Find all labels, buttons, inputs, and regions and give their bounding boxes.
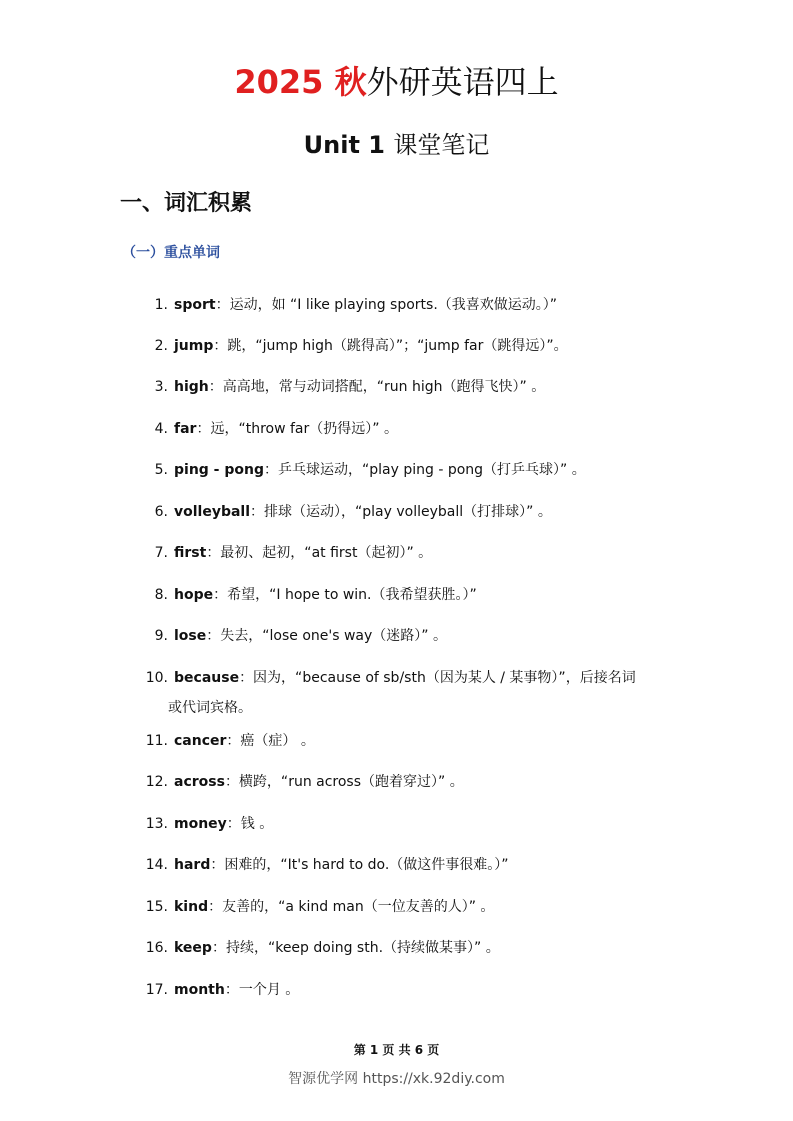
vocab-item — [136, 726, 696, 756]
item-number: 1. — [154, 297, 168, 313]
item-definition: ：横跨，“run across（跑着穿过）” 。 — [224, 774, 464, 790]
item-definition: ：远，“throw far（扔得远）” 。 — [196, 421, 398, 437]
vocab-item — [136, 580, 696, 610]
vocab-item — [136, 975, 696, 1005]
item-word: keep — [174, 940, 212, 956]
item-definition: ：持续，“keep doing sth.（持续做某事）” 。 — [211, 940, 500, 956]
item-word: kind — [174, 899, 209, 915]
page-indicator: 第 1 页 共 6 页 — [353, 1043, 440, 1057]
item-number: 10. — [145, 670, 168, 686]
title-year: 2025 — [234, 63, 324, 101]
vocab-item — [136, 331, 696, 361]
vocab-item — [136, 933, 696, 963]
section-heading: 一、词汇积累 — [120, 191, 253, 216]
item-word: money — [174, 816, 227, 832]
item-word: sport — [174, 297, 216, 313]
item-definition-continued: 或代词宾格。 — [168, 700, 252, 716]
subtitle-unit: Unit 1 — [303, 131, 385, 159]
item-word: hard — [174, 857, 211, 873]
item-number: 11. — [145, 733, 168, 749]
document-title — [0, 58, 793, 106]
vocab-item — [136, 290, 696, 320]
item-definition: ：排球（运动），“play volleyball（打排球）” 。 — [250, 504, 552, 520]
item-word: month — [174, 982, 225, 998]
title-season: 秋 — [334, 63, 367, 101]
item-definition: ：希望，“I hope to win.（我希望获胜。）” — [213, 587, 477, 603]
item-definition: ：困难的，“It's hard to do.（做这件事很难。）” — [210, 857, 509, 873]
item-number: 16. — [145, 940, 168, 956]
vocab-item — [136, 455, 696, 485]
title-rest: 外研英语四上 — [366, 63, 559, 101]
item-number: 12. — [145, 774, 168, 790]
item-word: volleyball — [174, 504, 251, 520]
item-definition: ：失去，“lose one's way（迷路）” 。 — [206, 628, 447, 644]
item-word: high — [174, 379, 209, 395]
subtitle-rest: 课堂笔记 — [393, 131, 490, 159]
item-definition: ：高高地，常与动词搭配，“run high（跑得飞快）” 。 — [208, 379, 546, 395]
item-word: jump — [174, 338, 214, 354]
item-definition: ：跳，“jump high（跳得高）”；“jump far（跳得远）”。 — [213, 338, 568, 354]
item-number: 9. — [154, 628, 168, 644]
item-definition: ：最初、起初，“at first（起初）” 。 — [206, 545, 433, 561]
item-number: 8. — [154, 587, 168, 603]
item-word: first — [174, 545, 207, 561]
item-word: ping - pong — [174, 462, 264, 478]
item-number: 14. — [145, 857, 168, 873]
item-number: 13. — [145, 816, 168, 832]
vocab-item — [136, 767, 696, 797]
item-number: 15. — [145, 899, 168, 915]
item-definition: ：癌（症） 。 — [226, 733, 315, 749]
vocab-item — [136, 850, 696, 880]
vocab-item — [136, 663, 696, 723]
item-definition: ：因为，“because of sb/sth（因为某人 / 某事物）”，后接名词 — [239, 670, 636, 686]
item-definition: ：钱 。 — [226, 816, 274, 832]
item-number: 3. — [154, 379, 168, 395]
vocab-item — [136, 809, 696, 839]
item-number: 7. — [154, 545, 168, 561]
vocab-item — [136, 892, 696, 922]
item-definition: ：乒乓球运动，“play ping - pong（打乒乓球）” 。 — [264, 462, 586, 478]
subsection-heading: （一）重点单词 — [122, 245, 220, 261]
item-number: 2. — [154, 338, 168, 354]
vocab-item — [136, 372, 696, 402]
item-number: 17. — [145, 982, 168, 998]
item-number: 6. — [154, 504, 168, 520]
item-definition: ：一个月 。 — [224, 982, 300, 998]
item-number: 4. — [154, 421, 168, 437]
item-word: hope — [174, 587, 214, 603]
vocab-item — [136, 538, 696, 568]
item-definition: ：运动，如 “I like playing sports.（我喜欢做运动。）” — [215, 297, 558, 313]
footer-watermark: 智源优学网 https://xk.92diy.com — [288, 1071, 505, 1087]
item-word: cancer — [174, 733, 227, 749]
vocab-item — [136, 497, 696, 527]
item-word: lose — [174, 628, 207, 644]
item-definition: ：友善的，“a kind man（一位友善的人）” 。 — [208, 899, 495, 915]
item-word: because — [174, 670, 240, 686]
item-number: 5. — [154, 462, 168, 478]
item-word: far — [174, 421, 197, 437]
document-subtitle — [0, 125, 793, 165]
item-word: across — [174, 774, 225, 790]
vocab-item — [136, 414, 696, 444]
vocab-item — [136, 621, 696, 651]
